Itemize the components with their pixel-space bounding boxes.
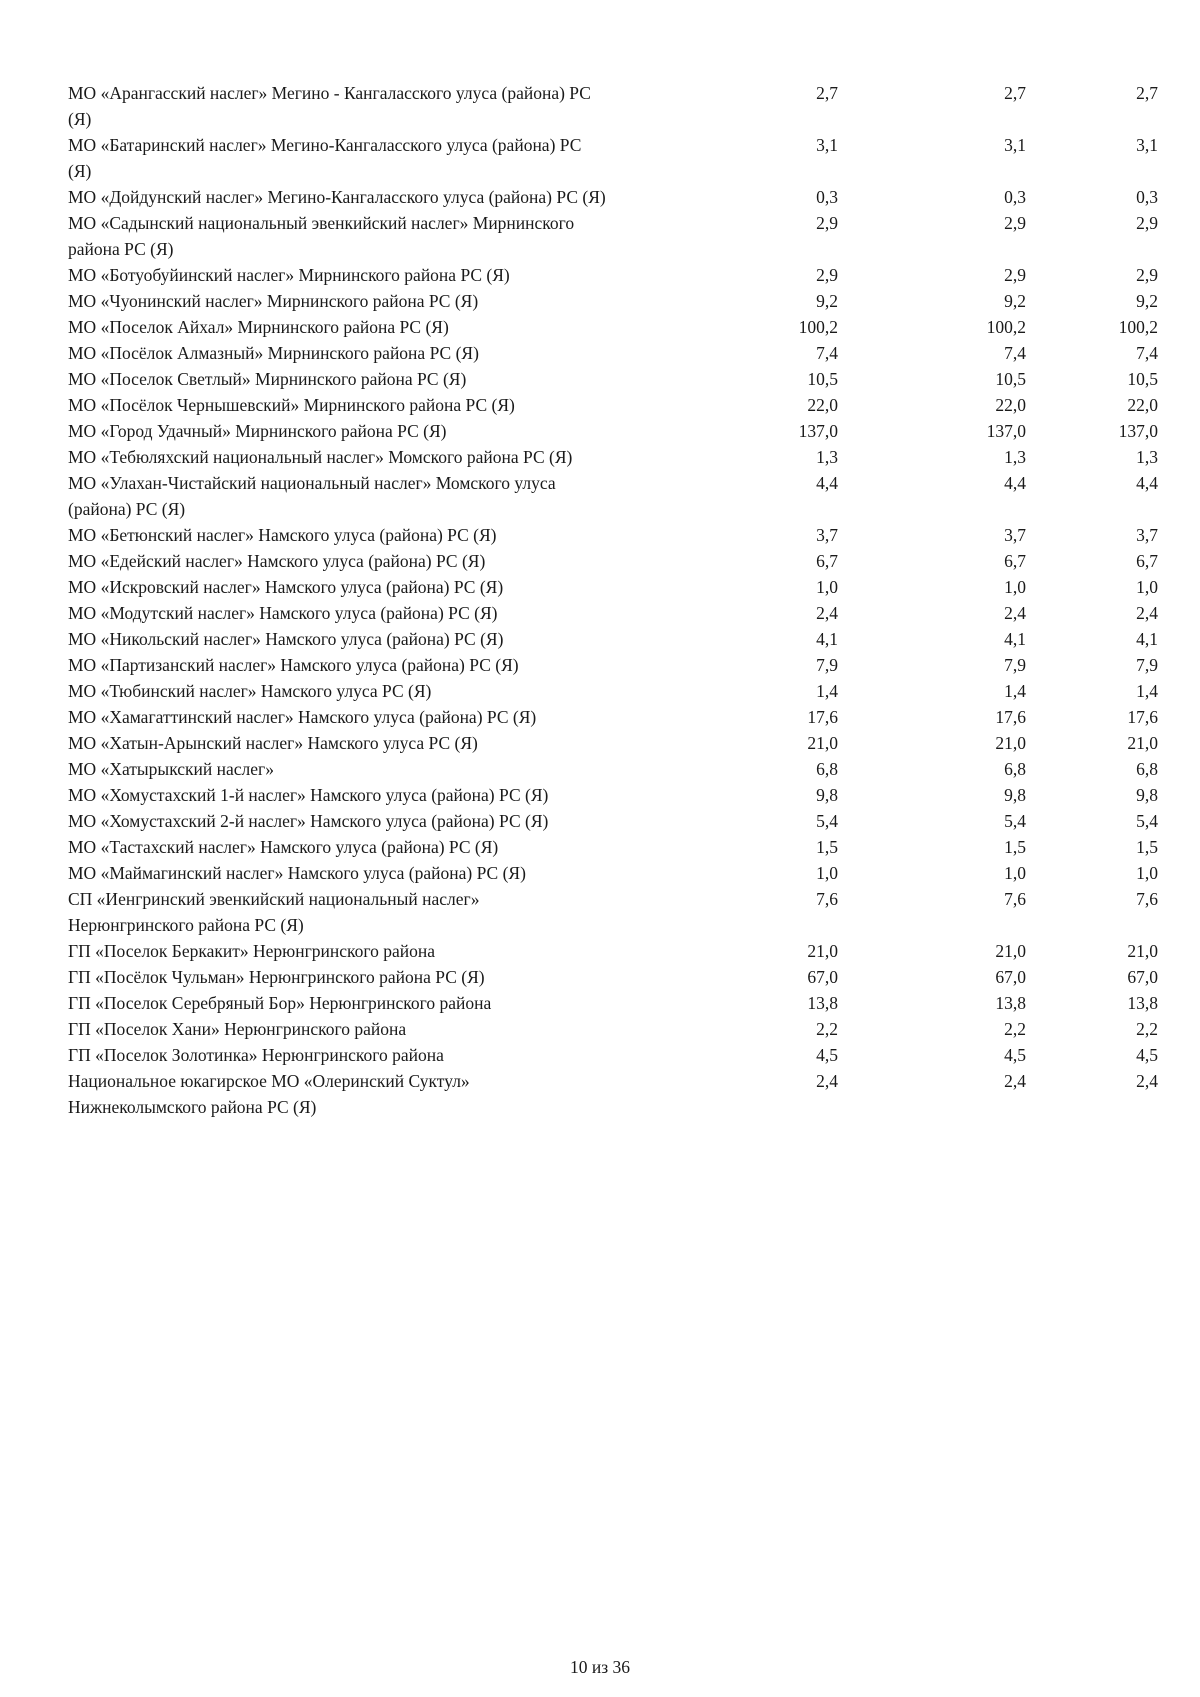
table-row [68, 1016, 1158, 1042]
municipality-name: ГП «Поселок Беркакит» Нерюнгринского района [68, 941, 436, 961]
value-cell-1: 9,8 [816, 785, 838, 805]
value-cell-2: 1,5 [1004, 837, 1026, 857]
table-row [68, 314, 1158, 340]
value-cell-3: 7,9 [1136, 655, 1158, 675]
table-row [68, 782, 1158, 808]
value-cell-2: 137,0 [986, 421, 1026, 441]
value-cell-1: 1,0 [816, 577, 838, 597]
table-row [68, 1068, 1158, 1120]
value-cell-1: 21,0 [807, 941, 838, 961]
municipality-name: Национальное юкагирское МО «Олеринский Суктул» Нижнеколымского района РС (Я) [68, 1071, 470, 1117]
table-row [68, 964, 1158, 990]
value-cell-2: 13,8 [995, 993, 1026, 1013]
value-cell-3: 13,8 [1127, 993, 1158, 1013]
value-cell-3: 4,4 [1136, 473, 1158, 493]
value-cell-1: 5,4 [816, 811, 838, 831]
municipality-name: МО «Поселок Светлый» Мирнинского района РС (Я) [68, 369, 467, 389]
value-cell-2: 1,3 [1004, 447, 1026, 467]
table-body [68, 80, 1158, 1120]
municipality-name: МО «Дойдунский наслег» Мегино-Кангаласского улуса (района) РС (Я) [68, 187, 606, 207]
value-cell-2: 100,2 [986, 317, 1026, 337]
municipality-name: МО «Посёлок Чернышевский» Мирнинского района РС (Я) [68, 395, 515, 415]
value-cell-1: 21,0 [807, 733, 838, 753]
table-row [68, 1042, 1158, 1068]
allocation-table [68, 80, 1158, 1120]
value-cell-2: 7,6 [1004, 889, 1026, 909]
value-cell-2: 2,4 [1004, 1071, 1026, 1091]
municipality-name: ГП «Поселок Серебряный Бор» Нерюнгринского района [68, 993, 492, 1013]
value-cell-3: 21,0 [1127, 733, 1158, 753]
value-cell-2: 7,4 [1004, 343, 1026, 363]
value-cell-3: 137,0 [1118, 421, 1158, 441]
value-cell-3: 3,1 [1136, 135, 1158, 155]
municipality-name: МО «Тастахский наслег» Намского улуса (района) РС (Я) [68, 837, 499, 857]
value-cell-2: 17,6 [995, 707, 1026, 727]
value-cell-1: 1,0 [816, 863, 838, 883]
value-cell-2: 6,7 [1004, 551, 1026, 571]
table-row [68, 444, 1158, 470]
value-cell-1: 22,0 [807, 395, 838, 415]
municipality-name: МО «Чуонинский наслег» Мирнинского района РС (Я) [68, 291, 479, 311]
value-cell-2: 3,7 [1004, 525, 1026, 545]
value-cell-2: 2,9 [1004, 213, 1026, 233]
municipality-name: МО «Поселок Айхал» Мирнинского района РС (Я) [68, 317, 449, 337]
municipality-name: МО «Хамагаттинский наслег» Намского улуса (района) РС (Я) [68, 707, 537, 727]
municipality-name: МО «Никольский наслег» Намского улуса (района) РС (Я) [68, 629, 504, 649]
table-row [68, 574, 1158, 600]
municipality-name: МО «Партизанский наслег» Намского улуса (района) РС (Я) [68, 655, 519, 675]
value-cell-3: 2,9 [1136, 265, 1158, 285]
value-cell-1: 0,3 [816, 187, 838, 207]
value-cell-2: 21,0 [995, 733, 1026, 753]
table-row [68, 184, 1158, 210]
value-cell-1: 4,4 [816, 473, 838, 493]
value-cell-3: 2,2 [1136, 1019, 1158, 1039]
value-cell-2: 21,0 [995, 941, 1026, 961]
value-cell-2: 4,4 [1004, 473, 1026, 493]
table-row [68, 600, 1158, 626]
municipality-name: МО «Тюбинский наслег» Намского улуса РС (Я) [68, 681, 432, 701]
table-row [68, 678, 1158, 704]
value-cell-2: 2,9 [1004, 265, 1026, 285]
value-cell-1: 4,5 [816, 1045, 838, 1065]
value-cell-2: 22,0 [995, 395, 1026, 415]
municipality-name: МО «Маймагинский наслег» Намского улуса (района) РС (Я) [68, 863, 526, 883]
value-cell-2: 2,7 [1004, 83, 1026, 103]
value-cell-1: 67,0 [807, 967, 838, 987]
value-cell-1: 2,4 [816, 1071, 838, 1091]
table-row [68, 834, 1158, 860]
value-cell-1: 6,8 [816, 759, 838, 779]
value-cell-1: 1,4 [816, 681, 838, 701]
table-row [68, 626, 1158, 652]
municipality-name: МО «Арангасский наслег» Мегино - Кангаласского улуса (района) РС (Я) [68, 83, 591, 129]
value-cell-1: 2,2 [816, 1019, 838, 1039]
value-cell-3: 100,2 [1118, 317, 1158, 337]
value-cell-2: 9,2 [1004, 291, 1026, 311]
municipality-name: МО «Хатын-Арынский наслег» Намского улуса РС (Я) [68, 733, 478, 753]
value-cell-3: 3,7 [1136, 525, 1158, 545]
value-cell-1: 3,1 [816, 135, 838, 155]
value-cell-3: 2,4 [1136, 1071, 1158, 1091]
value-cell-3: 2,9 [1136, 213, 1158, 233]
table-row [68, 288, 1158, 314]
municipality-name: МО «Бетюнский наслег» Намского улуса (района) РС (Я) [68, 525, 497, 545]
value-cell-1: 1,5 [816, 837, 838, 857]
table-row [68, 262, 1158, 288]
value-cell-2: 3,1 [1004, 135, 1026, 155]
value-cell-3: 4,1 [1136, 629, 1158, 649]
value-cell-1: 2,9 [816, 265, 838, 285]
value-cell-3: 9,2 [1136, 291, 1158, 311]
value-cell-3: 2,4 [1136, 603, 1158, 623]
municipality-name: МО «Модутский наслег» Намского улуса (района) РС (Я) [68, 603, 498, 623]
table-row [68, 392, 1158, 418]
value-cell-3: 2,7 [1136, 83, 1158, 103]
value-cell-1: 17,6 [807, 707, 838, 727]
table-row [68, 652, 1158, 678]
value-cell-2: 2,4 [1004, 603, 1026, 623]
value-cell-2: 2,2 [1004, 1019, 1026, 1039]
value-cell-3: 6,8 [1136, 759, 1158, 779]
value-cell-3: 6,7 [1136, 551, 1158, 571]
value-cell-1: 10,5 [807, 369, 838, 389]
value-cell-1: 3,7 [816, 525, 838, 545]
municipality-name: МО «Садынский национальный эвенкийский наслег» Мирнинского района РС (Я) [68, 213, 575, 259]
table-row [68, 522, 1158, 548]
municipality-name: МО «Хомустахский 2-й наслег» Намского улуса (района) РС (Я) [68, 811, 549, 831]
value-cell-2: 5,4 [1004, 811, 1026, 831]
value-cell-2: 1,4 [1004, 681, 1026, 701]
table-row [68, 132, 1158, 184]
value-cell-1: 2,7 [816, 83, 838, 103]
value-cell-1: 2,4 [816, 603, 838, 623]
municipality-name: МО «Едейский наслег» Намского улуса (района) РС (Я) [68, 551, 486, 571]
municipality-name: СП «Иенгринский эвенкийский национальный наслег» Нерюнгринского района РС (Я) [68, 889, 480, 935]
value-cell-1: 6,7 [816, 551, 838, 571]
value-cell-3: 1,4 [1136, 681, 1158, 701]
value-cell-3: 17,6 [1127, 707, 1158, 727]
value-cell-3: 10,5 [1127, 369, 1158, 389]
table-row [68, 548, 1158, 574]
municipality-name: ГП «Поселок Хани» Нерюнгринского района [68, 1019, 407, 1039]
value-cell-3: 22,0 [1127, 395, 1158, 415]
value-cell-3: 7,4 [1136, 343, 1158, 363]
value-cell-3: 9,8 [1136, 785, 1158, 805]
table-row [68, 80, 1158, 132]
value-cell-3: 4,5 [1136, 1045, 1158, 1065]
table-row [68, 808, 1158, 834]
table-row [68, 366, 1158, 392]
table-row [68, 756, 1158, 782]
municipality-name: МО «Ботуобуйинский наслег» Мирнинского района РС (Я) [68, 265, 510, 285]
value-cell-3: 67,0 [1127, 967, 1158, 987]
value-cell-2: 0,3 [1004, 187, 1026, 207]
value-cell-3: 21,0 [1127, 941, 1158, 961]
municipality-name: МО «Улахан-Чистайский национальный наслег» Момского улуса (района) РС (Я) [68, 473, 556, 519]
page-number: 10 из 36 [569, 1657, 631, 1677]
table-row [68, 418, 1158, 444]
value-cell-2: 4,1 [1004, 629, 1026, 649]
table-row [68, 730, 1158, 756]
value-cell-1: 7,4 [816, 343, 838, 363]
value-cell-2: 9,8 [1004, 785, 1026, 805]
value-cell-2: 1,0 [1004, 863, 1026, 883]
municipality-name: МО «Тебюляхский национальный наслег» Момского района РС (Я) [68, 447, 573, 467]
value-cell-1: 13,8 [807, 993, 838, 1013]
table-row [68, 886, 1158, 938]
municipality-name: МО «Хомустахский 1-й наслег» Намского улуса (района) РС (Я) [68, 785, 549, 805]
value-cell-1: 7,9 [816, 655, 838, 675]
value-cell-1: 7,6 [816, 889, 838, 909]
value-cell-3: 0,3 [1136, 187, 1158, 207]
table-row [68, 470, 1158, 522]
value-cell-2: 4,5 [1004, 1045, 1026, 1065]
value-cell-1: 2,9 [816, 213, 838, 233]
table-row [68, 340, 1158, 366]
municipality-name: МО «Искровский наслег» Намского улуса (района) РС (Я) [68, 577, 504, 597]
value-cell-1: 100,2 [798, 317, 838, 337]
value-cell-3: 1,5 [1136, 837, 1158, 857]
table-row [68, 860, 1158, 886]
value-cell-1: 1,3 [816, 447, 838, 467]
value-cell-2: 7,9 [1004, 655, 1026, 675]
municipality-name: МО «Город Удачный» Мирнинского района РС (Я) [68, 421, 447, 441]
municipality-name: МО «Хатырыкский наслег» [68, 759, 274, 779]
value-cell-1: 9,2 [816, 291, 838, 311]
value-cell-1: 137,0 [798, 421, 838, 441]
table-row [68, 704, 1158, 730]
value-cell-2: 1,0 [1004, 577, 1026, 597]
value-cell-3: 1,0 [1136, 577, 1158, 597]
value-cell-3: 1,0 [1136, 863, 1158, 883]
value-cell-3: 5,4 [1136, 811, 1158, 831]
table-row [68, 990, 1158, 1016]
value-cell-3: 7,6 [1136, 889, 1158, 909]
table-row [68, 938, 1158, 964]
table-row [68, 210, 1158, 262]
municipality-name: ГП «Поселок Золотинка» Нерюнгринского района [68, 1045, 444, 1065]
value-cell-2: 10,5 [995, 369, 1026, 389]
municipality-name: МО «Батаринский наслег» Мегино-Кангаласского улуса (района) РС (Я) [68, 135, 582, 181]
municipality-name: ГП «Посёлок Чульман» Нерюнгринского района РС (Я) [68, 967, 485, 987]
value-cell-3: 1,3 [1136, 447, 1158, 467]
value-cell-1: 4,1 [816, 629, 838, 649]
municipality-name: МО «Посёлок Алмазный» Мирнинского района РС (Я) [68, 343, 479, 363]
value-cell-2: 6,8 [1004, 759, 1026, 779]
value-cell-2: 67,0 [995, 967, 1026, 987]
